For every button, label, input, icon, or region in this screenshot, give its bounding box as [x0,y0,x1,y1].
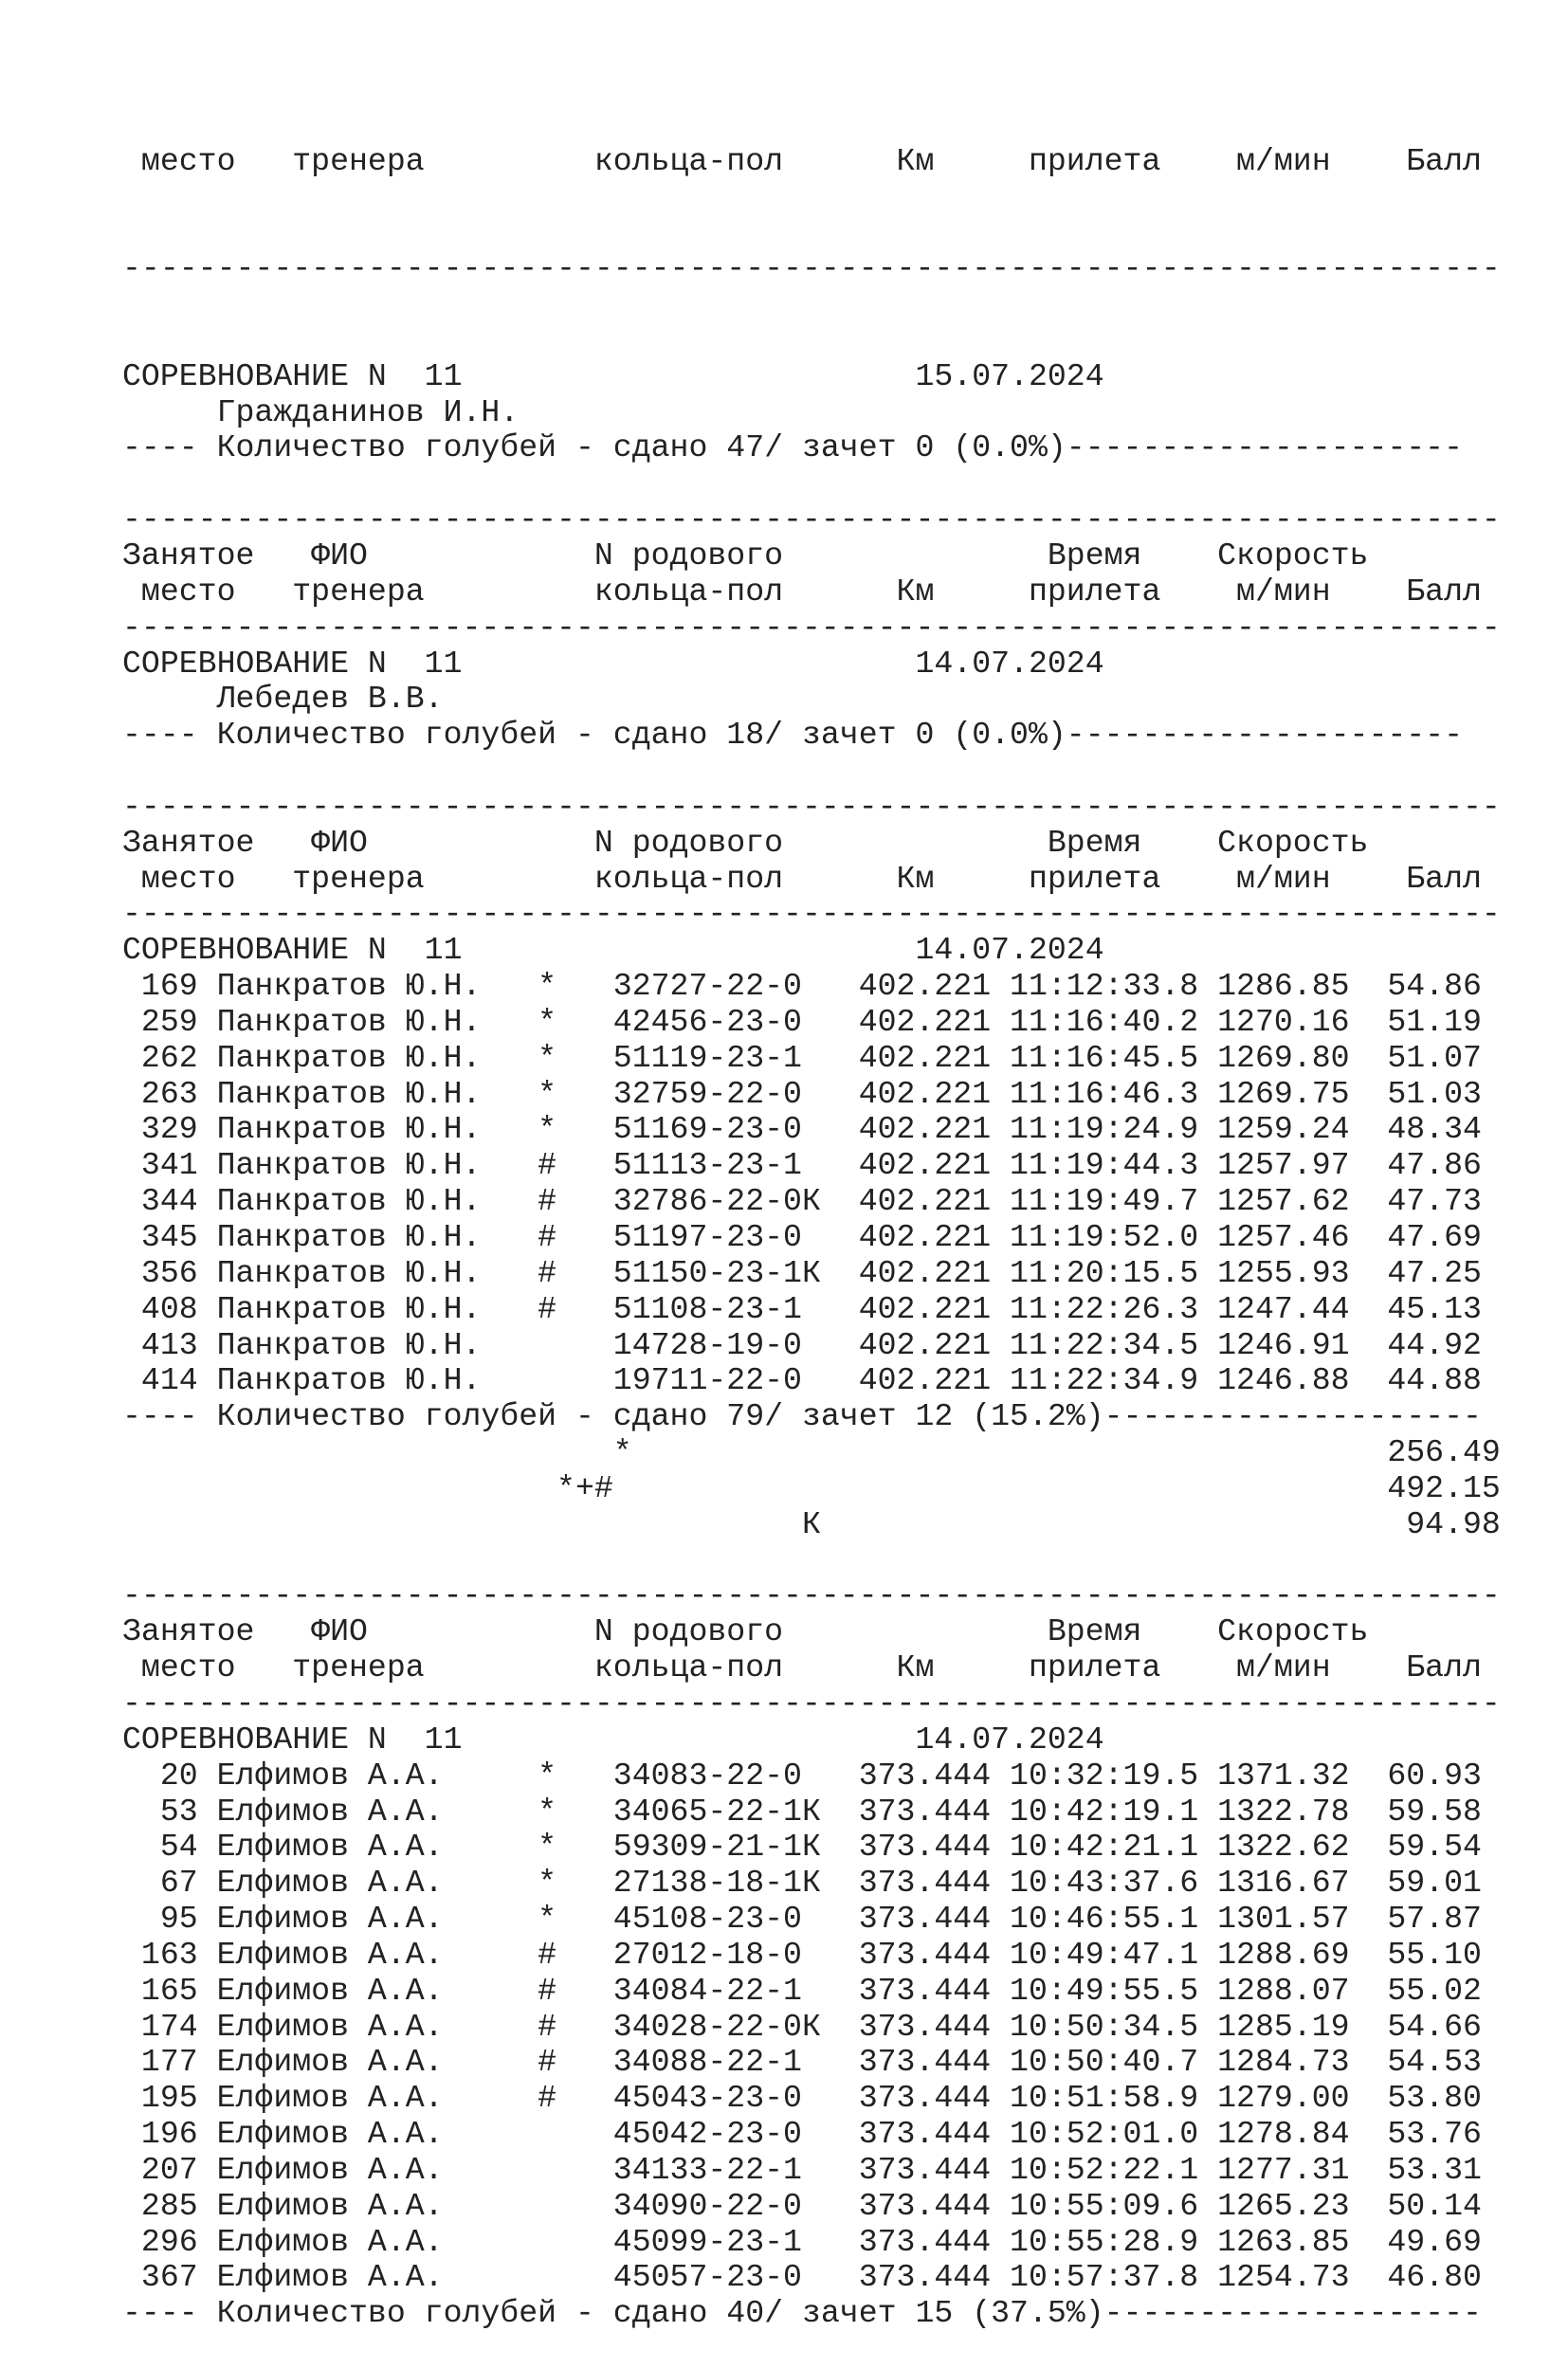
result-row: 408 Панкратов Ю.Н. # 51108-23-1 402.221 11:22:26.3 1247.44 45.13 [122,1290,1482,1327]
result-row: 163 Елфимов А.А. # 27012-18-0 373.444 10:49:47.1 1288.69 55.10 [122,1936,1482,1973]
result-row: 207 Елфимов А.А. 34133-22-1 373.444 10:52:22.1 1277.31 53.31 [122,2151,1482,2188]
result-row: 413 Панкратов Ю.Н. 14728-19-0 402.221 11:22:34.5 1246.91 44.92 [122,1326,1482,1363]
column-header-line-1: Занятое ФИО N родового Время Скорость [122,1613,1369,1650]
result-row: 345 Панкратов Ю.Н. # 51197-23-0 402.221 11:19:52.0 1257.46 47.69 [122,1219,1482,1255]
result-row: 356 Панкратов Ю.Н. # 51150-23-1К 402.221 11:20:15.5 1255.93 47.25 [122,1254,1482,1291]
column-header-line-2: место тренера кольца-пол Км прилета м/мин Балл [122,1649,1482,1686]
dash-rule: ------------------------------------------------------------------------- [122,1685,1501,1721]
result-row: 344 Панкратов Ю.Н. # 32786-22-0К 402.221 11:19:49.7 1257.62 47.73 [122,1183,1482,1220]
total-line: К 94.98 [122,1505,1501,1542]
result-row: 195 Елфимов А.А. # 45043-23-0 373.444 10:51:58.9 1279.00 53.80 [122,2080,1482,2117]
section-gap [122,1543,1501,1579]
competition-heading: СОРЕВНОВАНИЕ N 11 14.07.2024 [122,645,1104,682]
result-row: 296 Елфимов А.А. 45099-23-1 373.444 10:55:28.9 1263.85 49.69 [122,2223,1482,2260]
total-line: * 256.49 [122,1434,1501,1471]
result-row: 169 Панкратов Ю.Н. * 32727-22-0 402.221 11:12:33.8 1286.85 54.86 [122,968,1482,1005]
result-row: 367 Елфимов А.А. 45057-23-0 373.444 10:57:37.8 1254.73 46.80 [122,2259,1482,2296]
result-row: 196 Елфимов А.А. 45042-23-0 373.444 10:52:01.0 1278.84 53.76 [122,2116,1482,2153]
result-row: 67 Елфимов А.А. * 27138-18-1К 373.444 10:43:37.6 1316.67 59.01 [122,1865,1482,1902]
result-row: 262 Панкратов Ю.Н. * 51119-23-1 402.221 11:16:45.5 1269.80 51.07 [122,1039,1482,1076]
section-summary: ---- Количество голубей - сдано 18/ зачет 0 (0.0%)--------------------- [122,717,1464,754]
dash-rule: ------------------------------------------------------------------------- [122,789,1501,825]
column-header-line-2: место тренера кольца-пол Км прилета м/мин Балл [122,860,1482,897]
result-row: 177 Елфимов А.А. # 34088-22-1 373.444 10:50:40.7 1284.73 54.53 [122,2044,1482,2081]
section-gap [122,754,1501,790]
result-row: 174 Елфимов А.А. # 34028-22-0К 373.444 10:50:34.5 1285.19 54.66 [122,2008,1482,2045]
column-header-line-1: Занятое ФИО N родового Время Скорость [122,824,1369,861]
result-row: 414 Панкратов Ю.Н. 19711-22-0 402.221 11:22:34.9 1246.88 44.88 [122,1362,1482,1399]
trainer-name: Гражданинов И.Н. [122,393,520,430]
dash-rule: ------------------------------------------------------------------------- [122,251,1501,287]
dash-rule: ------------------------------------------------------------------------- [122,610,1501,646]
results-report [122,72,1501,2368]
competition-heading: СОРЕВНОВАНИЕ N 11 15.07.2024 [122,357,1104,394]
result-row: 95 Елфимов А.А. * 45108-23-0 373.444 10:46:55.1 1301.57 57.87 [122,1901,1482,1938]
result-row: 53 Елфимов А.А. * 34065-22-1К 373.444 10:42:19.1 1322.78 59.58 [122,1793,1482,1830]
result-row: 54 Елфимов А.А. * 59309-21-1К 373.444 10:42:21.1 1322.62 59.54 [122,1829,1482,1866]
column-header-line-1: Занятое ФИО N родового Время Скорость [122,537,1369,574]
section-summary: ---- Количество голубей - сдано 79/ зачет 12 (15.2%)-------------------- [122,1398,1482,1435]
result-row: 329 Панкратов Ю.Н. * 51169-23-0 402.221 11:19:24.9 1259.24 48.34 [122,1111,1482,1148]
dash-rule: ------------------------------------------------------------------------- [122,502,1501,538]
result-row: 20 Елфимов А.А. * 34083-22-0 373.444 10:32:19.5 1371.32 60.93 [122,1757,1482,1794]
trainer-name: Лебедев В.В. [122,681,444,718]
column-header-line-2: место тренера кольца-пол Км прилета м/мин Балл [122,573,1482,610]
result-row: 165 Елфимов А.А. # 34084-22-1 373.444 10:49:55.5 1288.07 55.02 [122,1972,1482,2009]
total-line: *+# 492.15 [122,1469,1501,1506]
competition-heading: СОРЕВНОВАНИЕ N 11 14.07.2024 [122,1721,1104,1758]
section-summary: ---- Количество голубей - сдано 47/ зачет 0 (0.0%)--------------------- [122,429,1464,466]
section-summary: ---- Количество голубей - сдано 40/ зачет 15 (37.5%)-------------------- [122,2295,1482,2332]
dash-rule: ------------------------------------------------------------------------- [122,897,1501,933]
result-row: 285 Елфимов А.А. 34090-22-0 373.444 10:55:09.6 1265.23 50.14 [122,2187,1482,2224]
result-row: 263 Панкратов Ю.Н. * 32759-22-0 402.221 11:16:46.3 1269.75 51.03 [122,1075,1482,1112]
result-row: 259 Панкратов Ю.Н. * 42456-23-0 402.221 11:16:40.2 1270.16 51.19 [122,1003,1482,1040]
competition-heading: СОРЕВНОВАНИЕ N 11 14.07.2024 [122,932,1104,969]
dash-rule: ------------------------------------------------------------------------- [122,1578,1501,1614]
column-header-line-2: место тренера кольца-пол Км прилета м/мин Балл [122,142,1482,179]
section-gap [122,466,1501,502]
result-row: 341 Панкратов Ю.Н. # 51113-23-1 402.221 11:19:44.3 1257.97 47.86 [122,1147,1482,1184]
sections-container [122,359,1501,2332]
